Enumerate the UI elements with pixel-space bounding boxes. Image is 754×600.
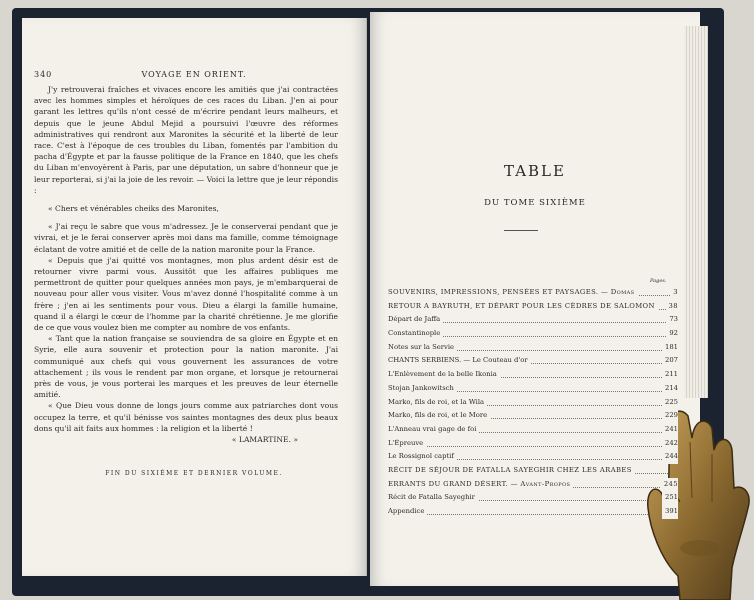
toc-entry: CHANTS SERBIENS. — Le Couteau d'or 207 xyxy=(388,354,678,368)
page-number: 340 xyxy=(34,70,53,79)
brass-hand-icon xyxy=(640,398,754,600)
divider xyxy=(504,230,538,231)
toc-entry: L'Anneau vrai gage de foi 241 xyxy=(388,423,678,437)
toc-entry: L'Enlèvement de la belle Ikonia 211 xyxy=(388,368,678,382)
toc-entry: Départ de Jaffa 73 xyxy=(388,313,678,327)
table-title: TABLE xyxy=(504,162,566,180)
paragraph: J'y retrouverai fraîches et vivaces encore les amitiés que j'ai contractées avec les hommes simples et héroïques de ces races du Liban. J'en ai pour garant les lettres qu'ils n'ont cessé de m'écrire pendant leurs malheurs, et depuis que le jeune Abdul Mejid a poursuivi l'œuvre des réformes administratives qui rendront aux Maronites la sécurité et la liberté de leur race. C'est à l'époque de ces troubles du Liban, fomentés par l'ambition du pacha d'Égypte et par la fausse politique de la France en 1840, que les chefs du Liban m'envoyèrent à Paris, par une députation, un sabre d'honneur que je leur reporterai, si j'ai la joie de les revoir. — Voici la lettre que je leur répondis : xyxy=(34,85,338,195)
running-title: VOYAGE EN ORIENT. xyxy=(141,70,247,79)
toc-entry: ERRANTS DU GRAND DÉSERT. — Avant-Propos 245 xyxy=(388,478,678,492)
paragraph: « Que Dieu vous donne de longs jours comme aux patriarches dont vous occupez la terre, et qu'il bénisse vos saintes montagnes des deux plus beaux dons qu'il ait faits aux hommes : la religion et la liberté ! xyxy=(34,401,338,433)
toc-entry: Récit de Fatalla Sayeghir 251 xyxy=(388,491,678,505)
toc-entry: L'Épreuve 242 xyxy=(388,437,678,451)
toc-entry: Constantinople 92 xyxy=(388,327,678,341)
paragraph: « Depuis que j'ai quitté vos montagnes, mon plus ardent désir est de retourner vivre parmi vous. Aussitôt que les affaires publiques me permettront de quitter pour quelques années mon pays, je m'embarquerai de nouveau pour aller vous visiter. Vous m'avez donné l'hospitalité comme à un frère ; j'en ai les sentiments pour vous. Dieu a élargi la famille humaine, quand il a élargi le cœur de l'homme par la charité chrétienne. Je me glorifie de ce que vous voulez bien me compter au nombre de vos enfants. xyxy=(34,255,338,333)
toc-entry: Marko, fils de roi, et la Wila 225 xyxy=(388,396,678,410)
paragraph: « Chers et vénérables cheiks des Maronites, xyxy=(48,204,219,214)
pages-label: Pages. xyxy=(650,278,667,284)
paragraph: « Tant que la nation française se souviendra de sa gloire en Égypte et en Syrie, elle aura souvenir et protection pour la nation maronite. J'ai communiqué aux chefs qui vous gouvernent les assurances de votre attachement ; ils vous le rendent par mon organe, et lorsque je retournerai près de vous, je vous porterai les marques et les preuves de leur éternelle amitié. xyxy=(34,334,338,400)
toc-entry: Le Rossignol captif 244 xyxy=(388,450,678,464)
toc-entry: Notes sur la Servie 181 xyxy=(388,341,678,355)
toc-entry: Marko, fils de roi, et le More 229 xyxy=(388,409,678,423)
toc-entry: RÉCIT DE SÉJOUR DE FATALLA SAYEGHIR CHEZ LES ARABES xyxy=(388,464,678,478)
toc-entry: SOUVENIRS, IMPRESSIONS, PENSÉES ET PAYSAGES. — Domas 3 xyxy=(388,286,678,300)
letter-text xyxy=(34,84,338,445)
signature: « LAMARTINE. » xyxy=(231,435,298,445)
table-of-contents xyxy=(388,286,678,519)
toc-entry: Appendice 391 xyxy=(388,505,678,519)
paragraph: « J'ai reçu le sabre que vous m'adressez. Je le conserverai pendant que je vivrai, et je le ferai conserver après moi dans ma famille, comme témoignage éclatant de votre amitié et de celle de la nation maronite pour la France. xyxy=(34,222,338,254)
table-subtitle: DU TOME SIXIÈME xyxy=(484,198,586,208)
page-edges xyxy=(684,26,708,398)
toc-entry: Stojan Jankowitsch 214 xyxy=(388,382,678,396)
end-note: FIN DU SIXIÈME ET DERNIER VOLUME. xyxy=(105,470,283,477)
left-page xyxy=(22,18,367,576)
toc-entry: RETOUR A BAYRUTH, ET DÉPART POUR LES CÈDRES DE SALOMON 38 xyxy=(388,300,678,314)
